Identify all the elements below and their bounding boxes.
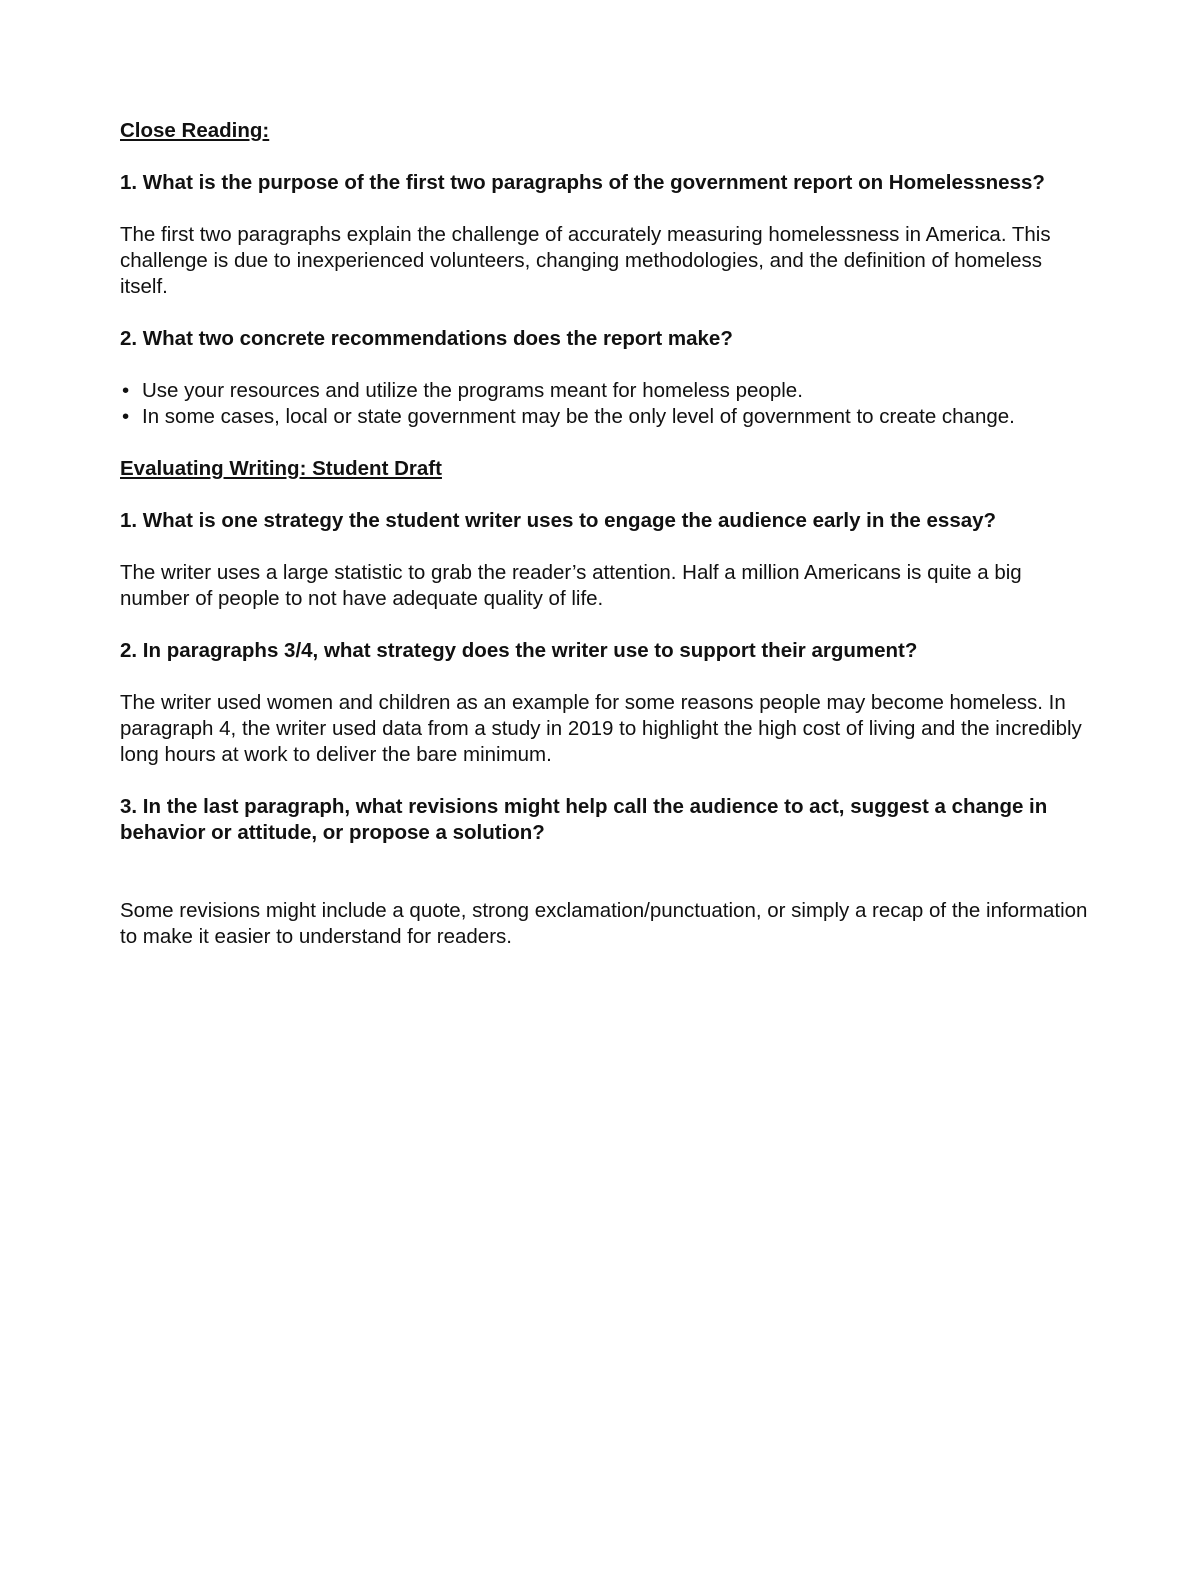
recommendations-list [120,378,1090,430]
evaluating-question-1: 1. What is one strategy the student writer uses to engage the audience early in the essay? [120,509,997,532]
close-reading-heading: Close Reading: [120,119,270,142]
close-reading-question-1: 1. What is the purpose of the first two paragraphs of the government report on Homelessness? [120,171,1045,194]
evaluating-writing-heading: Evaluating Writing: Student Draft [120,457,442,480]
evaluating-question-3: 3. In the last paragraph, what revisions might help call the audience to act, suggest a change in behavior or attitude, or propose a solution? [120,795,1048,844]
close-reading-answer-1: The first two paragraphs explain the challenge of accurately measuring homelessness in America. This challenge is due to inexperienced volunteers, changing methodologies, and the definition of homeless itself. [120,223,1051,298]
close-reading-question-2: 2. What two concrete recommendations does the report make? [120,327,733,350]
evaluating-question-2: 2. In paragraphs 3/4, what strategy does the writer use to support their argument? [120,639,918,662]
evaluating-answer-3: Some revisions might include a quote, strong exclamation/punctuation, or simply a recap of the information to make it easier to understand for readers. [120,899,1088,948]
evaluating-answer-1: The writer uses a large statistic to grab the reader’s attention. Half a million Americans is quite a big number of people to not have adequate quality of life. [120,561,1022,610]
blank-line [120,872,1090,898]
evaluating-answer-2: The writer used women and children as an example for some reasons people may become homeless. In paragraph 4, the writer used data from a study in 2019 to highlight the high cost of living and the incredibly long hours at work to deliver the bare minimum. [120,691,1082,766]
bullet-icon: • [122,405,130,428]
document-page [120,118,1090,976]
recommendation-text: Use your resources and utilize the programs meant for homeless people. [142,379,803,402]
bullet-icon: • [122,379,130,402]
list-item [120,404,1090,430]
list-item [120,378,1090,404]
recommendation-text: In some cases, local or state government may be the only level of government to create change. [142,405,1015,428]
